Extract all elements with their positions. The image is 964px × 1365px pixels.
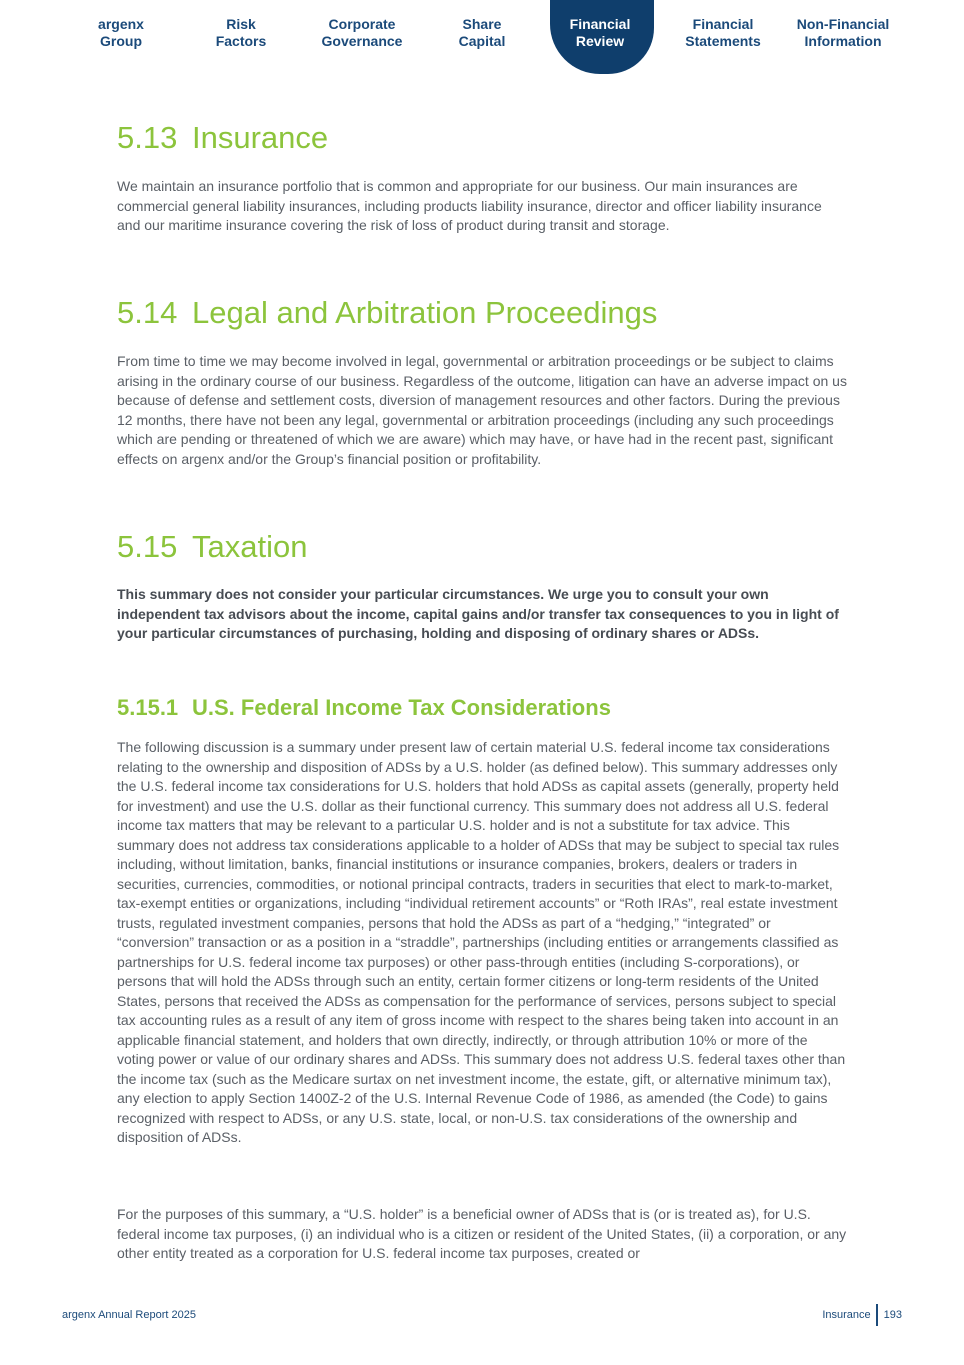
subsection-heading-us-federal-income-tax: [117, 695, 847, 721]
section-heading-legal: [117, 295, 847, 331]
section-heading-insurance: [117, 120, 847, 156]
nav-tab-share-capital[interactable]: [422, 16, 542, 50]
nav-tab-financial-statements[interactable]: [663, 16, 783, 50]
nav-tab-label-line1: argenx: [98, 16, 144, 32]
us-tax-paragraph-1: The following discussion is a summary under present law of certain material U.S. federal income tax considerations relating to the ownership and disposition of ADSs by a U.S. holder (as defined below). This summary addresses only the U.S. federal income tax considerations for U.S. holders that hold ADSs as capital assets (generally, property held for investment) and use the U.S. dollar as their functional currency. This summary does not address all U.S. federal income tax matters that may be relevant to a particular U.S. holder and is not a substitute for tax advice. This summary does not address tax considerations applicable to a holder of ADSs that may be subject to special tax rules including, without limitation, banks, financial institutions or insurance companies, brokers, dealers or traders in securities, currencies, commodities, or notional principal contracts, traders in securities that elect to mark-to-market, tax-exempt entities or organizations, including “individual retirement accounts” or “Roth IRAs”, real estate investment trusts, regulated investment companies, persons that hold the ADSs as part of a “hedging,” “integrated” or “conversion” transaction or as a position in a “straddle”, partnerships (including entities or arrangements classified as partnerships for U.S. federal income tax purposes) or other pass-through entities (including S-corporations), or persons that will hold the ADSs through such an entity, certain former citizens or long-term residents of the United States, persons that received the ADSs as compensation for the performance of services, persons subject to special tax accounting rules as a result of any item of gross income with respect to the shares being taken into account in an applicable financial statement, and holders that own directly, indirectly, or through attribution 10% or more of the voting power or value of our ordinary shares and ADSs. This summary does not address U.S. federal taxes other than the income tax (such as the Medicare surtax on net investment income, the estate, gift, or alternative minimum tax), any election to apply Section 1400Z-2 of the U.S. Internal Revenue Code of 1986, as amended (the Code) to gains recognized with respect to ADSs, or any U.S. state, local, or non-U.S. tax considerations of the ownership and disposition of ADSs.: [117, 739, 846, 1145]
nav-tab-label-line1: Share: [462, 16, 502, 32]
nav-tab-label-line1: Non-Financial: [796, 16, 890, 32]
nav-tab-label-line1: Risk: [226, 16, 256, 32]
nav-tab-risk-factors[interactable]: [181, 16, 301, 50]
nav-tab-label-line2: Capital: [458, 33, 506, 49]
nav-tab-financial-review[interactable]: [540, 0, 660, 50]
nav-tab-label-line1: Corporate: [328, 16, 396, 32]
nav-tab-argenx-group[interactable]: [61, 16, 181, 50]
nav-tab-label-line1: Financial: [569, 16, 631, 32]
nav-tab-label-line2: Factors: [215, 33, 267, 49]
nav-tab-label-line2: Group: [100, 33, 142, 49]
section-heading-taxation: [117, 529, 847, 565]
section-number: 5.13: [117, 120, 178, 155]
section-title: Insurance: [192, 120, 329, 155]
subsection-title: U.S. Federal Income Tax Considerations: [192, 695, 611, 720]
taxation-intro-paragraph: This summary does not consider your particular circumstances. We urge you to consult your own independent tax advisors about the income, capital gains and/or transfer tax consequences to you in light of your particular circumstances of purchasing, holding and disposing of ordinary shares or ADSs.: [117, 586, 839, 641]
footer-section-name: Insurance: [822, 1309, 871, 1321]
section-title: Taxation: [192, 529, 308, 564]
legal-paragraph: From time to time we may become involved in legal, governmental or arbitration proceedings or be subject to claims arising in the ordinary course of our business. Regardless of the outcome, litigation can have an adverse impact on us because of defense and settlement costs, diversion of management resources and other factors. During the previous 12 months, there have not been any legal, governmental or arbitration proceedings (including any such proceedings which are pending or threatened of which we are aware) which may have, or have had in the recent past, significant effects on argenx and/or the Group’s financial position or profitability.: [117, 353, 847, 467]
section-title: Legal and Arbitration Proceedings: [192, 295, 658, 330]
nav-tab-label-line2: Information: [804, 33, 882, 49]
nav-tab-label-line2: Review: [575, 33, 625, 49]
section-number: 5.15: [117, 529, 178, 564]
footer-report-title: argenx Annual Report 2025: [62, 1309, 196, 1321]
footer-page-info: [822, 1304, 902, 1326]
section-number: 5.14: [117, 295, 178, 330]
footer-divider: [876, 1304, 878, 1326]
insurance-paragraph: We maintain an insurance portfolio that is common and appropriate for our business. Our main insurances are commercial general liability insurances, including products liability insurance, director and officer liability insurance and our maritime insurance covering the risk of loss of product during transit and storage.: [117, 178, 822, 233]
subsection-number: 5.15.1: [117, 695, 179, 720]
nav-tab-label-line2: Governance: [321, 33, 403, 49]
nav-tab-label-line2: Statements: [685, 33, 761, 49]
us-tax-paragraph-2: For the purposes of this summary, a “U.S. holder” is a beneficial owner of ADSs that is (or is treated as), for U.S. federal income tax purposes, (i) an individual who is a citizen or resident of the United States, (ii) a corporation, or any other entity treated as a corporation for U.S. federal income tax purposes, created or: [117, 1206, 847, 1261]
top-navigation: [0, 0, 964, 80]
nav-tab-label-line1: Financial: [692, 16, 754, 32]
footer-page-number: 193: [883, 1309, 902, 1321]
nav-tab-corporate-governance[interactable]: [302, 16, 422, 50]
nav-tab-non-financial-information[interactable]: [783, 16, 903, 50]
